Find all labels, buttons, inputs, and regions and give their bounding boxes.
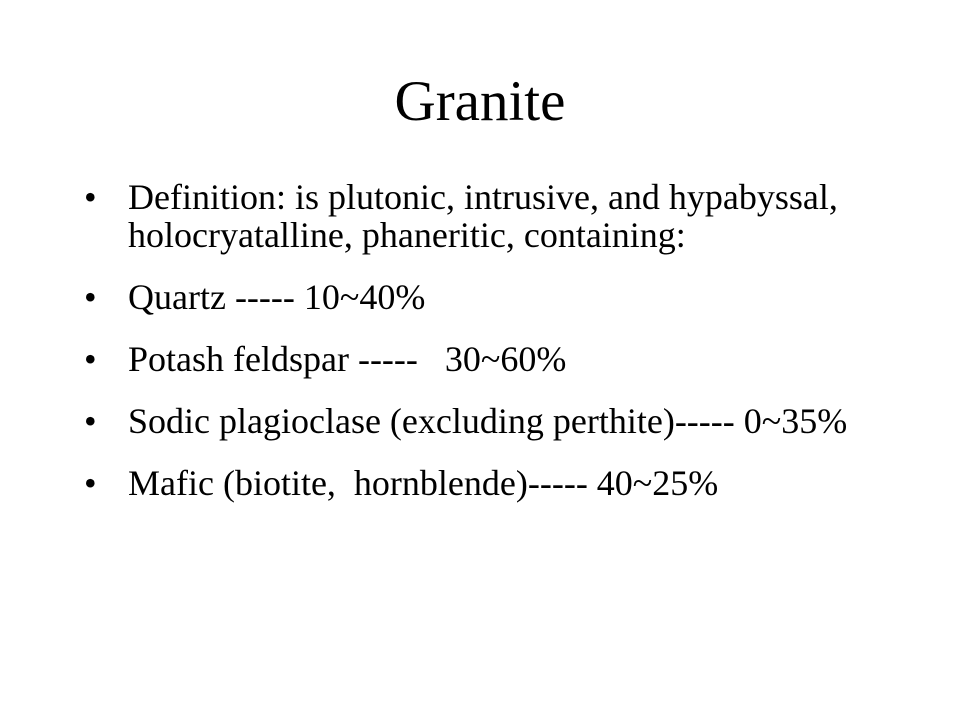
bullet-text: Mafic (biotite, hornblende)----- 40~25% xyxy=(128,463,719,503)
bullet-item-definition xyxy=(84,178,884,254)
bullet-item-mafic xyxy=(84,464,884,502)
bullet-text: Sodic plagioclase (excluding perthite)----- 0~35% xyxy=(128,401,848,441)
bullet-list xyxy=(84,178,884,526)
bullet-icon: • xyxy=(84,401,97,441)
bullet-text: Definition: is plutonic, intrusive, and hypabyssal, holocryatalline, phaneritic, containing: xyxy=(128,177,847,255)
bullet-icon: • xyxy=(84,177,97,217)
bullet-item-sodic-plagioclase xyxy=(84,402,884,440)
bullet-text: Quartz ----- 10~40% xyxy=(128,277,426,317)
bullet-item-quartz xyxy=(84,278,884,316)
bullet-text: Potash feldspar ----- 30~60% xyxy=(128,339,567,379)
slide-title: Granite xyxy=(394,70,566,133)
bullet-icon: • xyxy=(84,277,97,317)
bullet-item-potash-feldspar xyxy=(84,340,884,378)
bullet-icon: • xyxy=(84,339,97,379)
bullet-icon: • xyxy=(84,463,97,503)
